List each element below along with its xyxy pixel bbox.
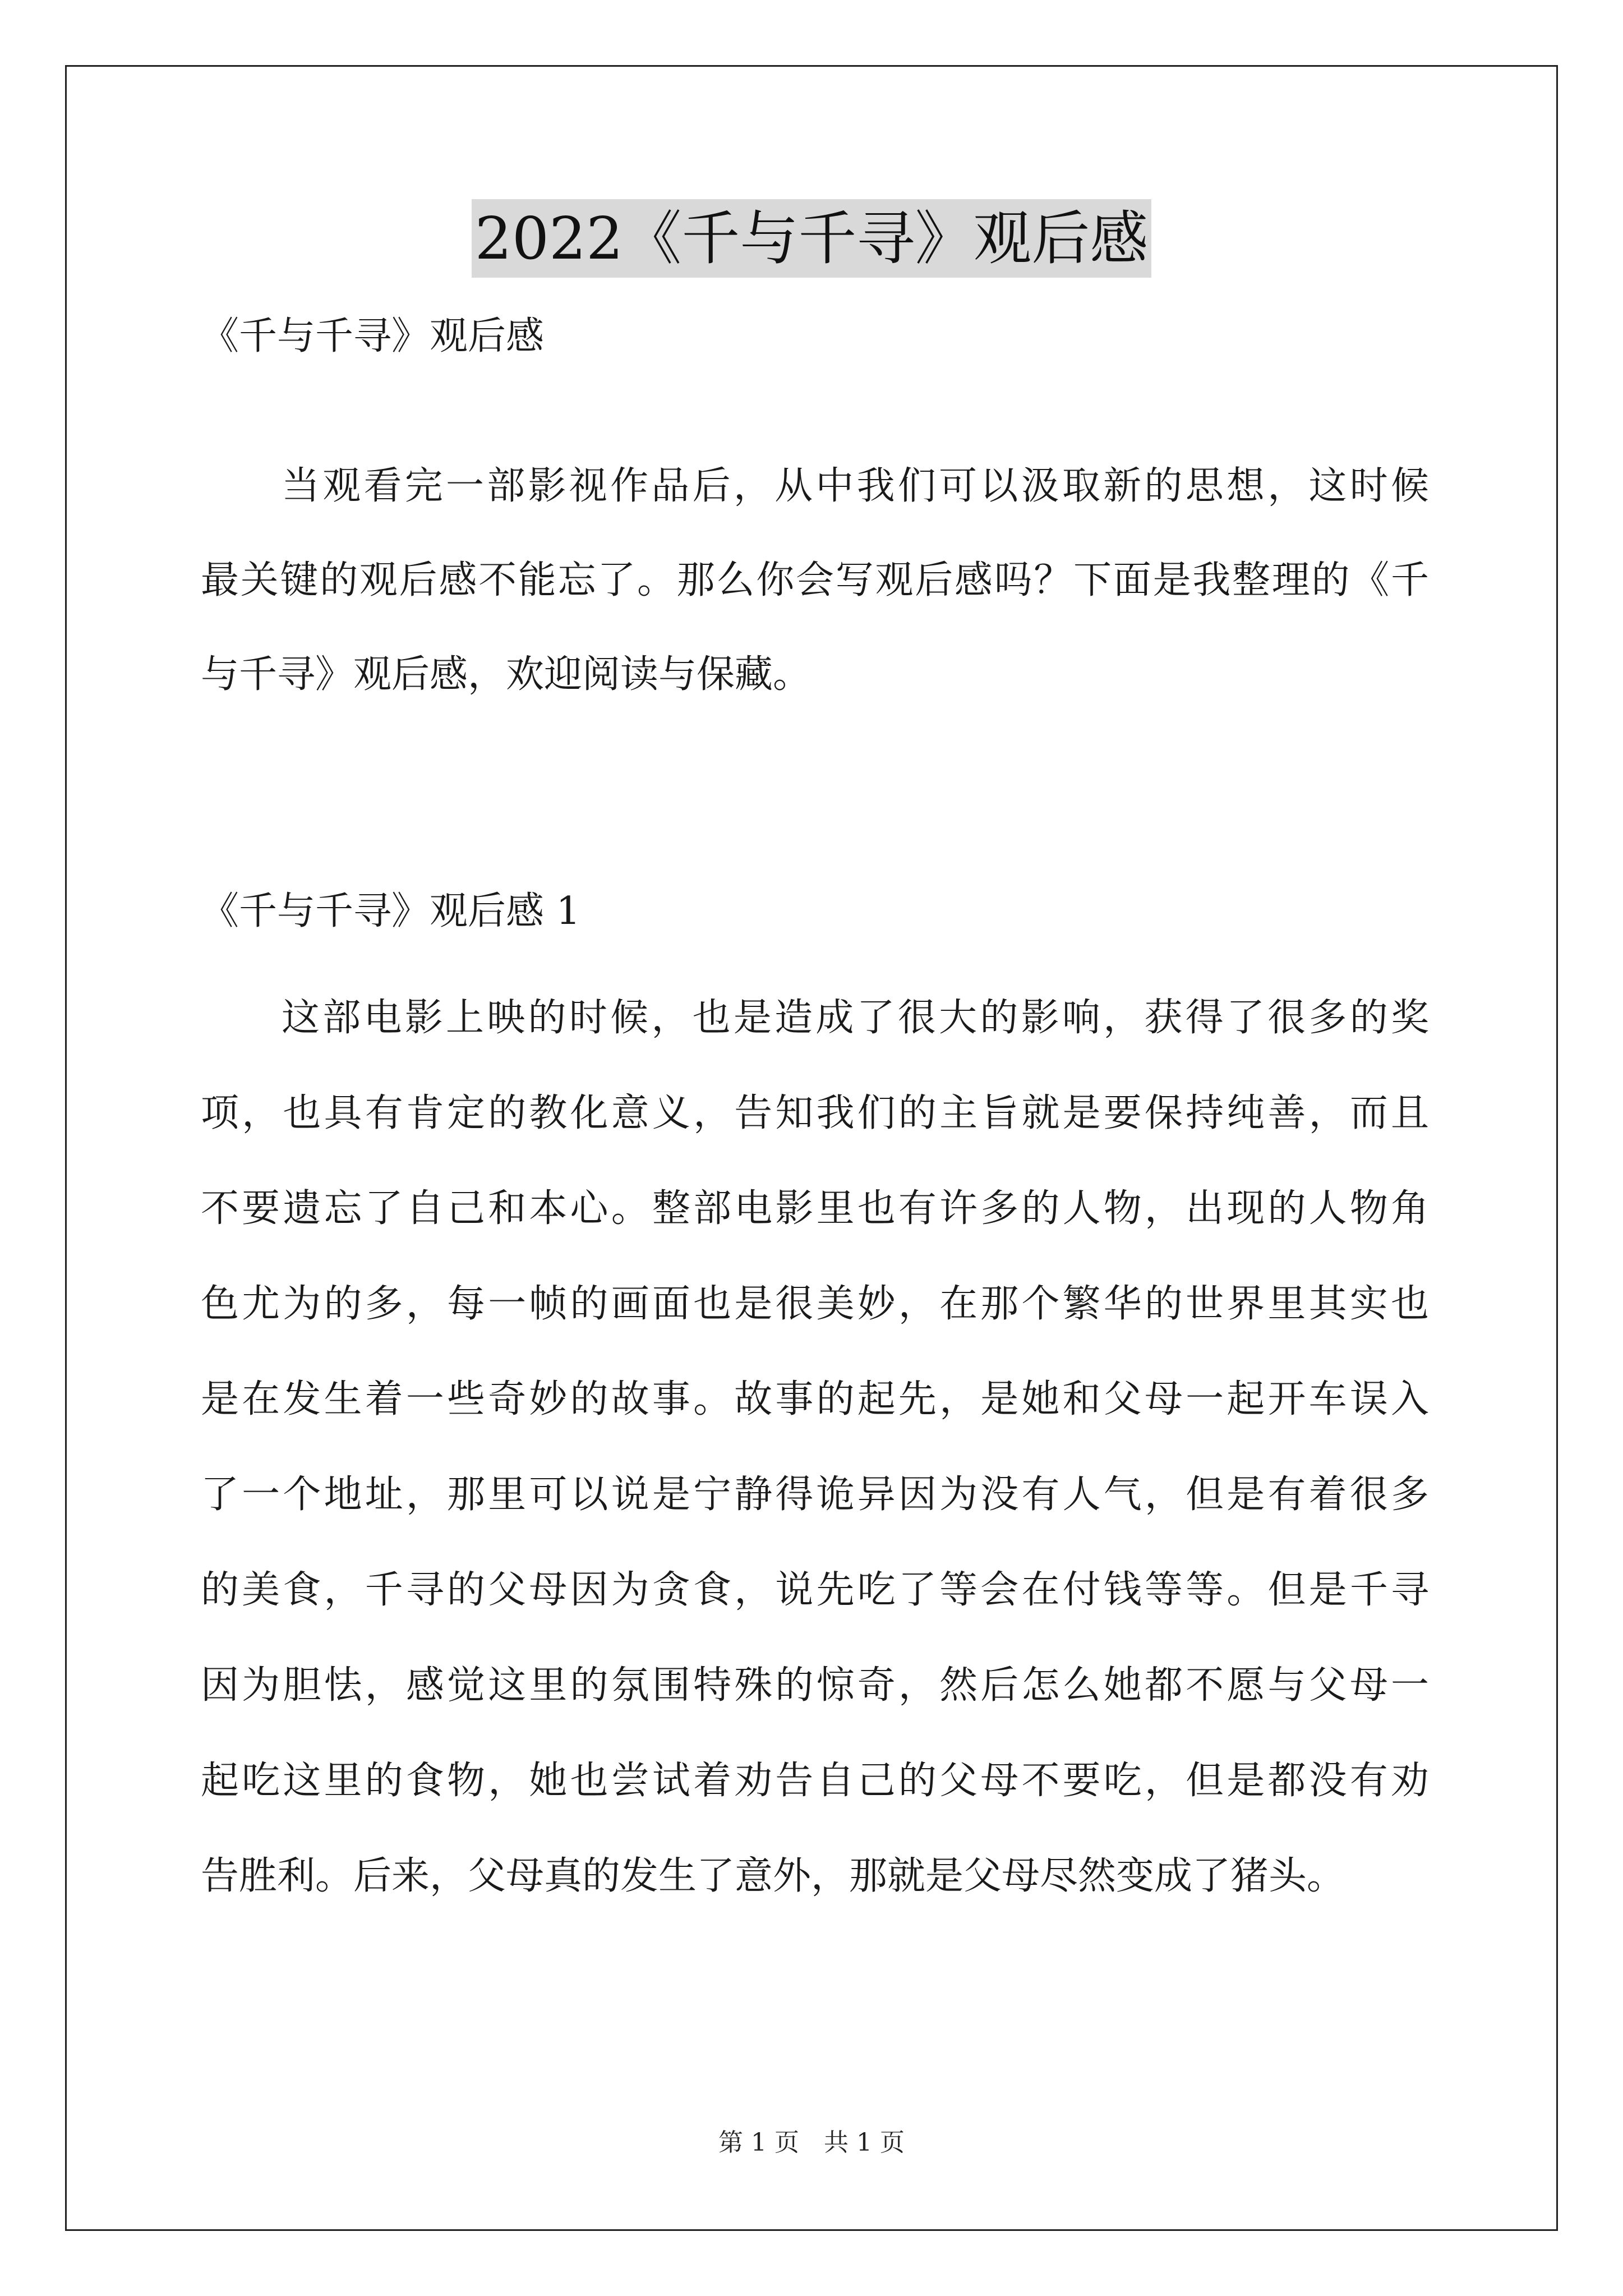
section1-heading: 《千与千寻》观后感 1 bbox=[201, 889, 580, 933]
section1-line: 这部电影上映的时候，也是造成了很大的影响，获得了很多的奖 bbox=[282, 996, 1429, 1040]
section1-line: 是在发生着一些奇妙的故事。故事的起先，是她和父母一起开车误入 bbox=[201, 1377, 1429, 1421]
section1-line: 了一个地址，那里可以说是宁静得诡异因为没有人气，但是有着很多 bbox=[201, 1473, 1429, 1517]
section1-line: 色尤为的多，每一帧的画面也是很美妙，在那个繁华的世界里其实也 bbox=[201, 1282, 1429, 1326]
page-border bbox=[65, 65, 1558, 2231]
document-title: 2022《千与千寻》观后感 bbox=[472, 199, 1152, 278]
page-footer: 第 1 页 共 1 页 bbox=[718, 2128, 905, 2157]
intro-heading: 《千与千寻》观后感 bbox=[201, 314, 545, 358]
section1-line: 因为胆怯，感觉这里的氛围特殊的惊奇，然后怎么她都不愿与父母一 bbox=[201, 1663, 1429, 1708]
intro-line: 最关键的观后感不能忘了。那么你会写观后感吗？下面是我整理的《千 bbox=[201, 558, 1429, 602]
intro-line: 与千寻》观后感，欢迎阅读与保藏。 bbox=[201, 652, 811, 697]
section1-line: 不要遗忘了自己和本心。整部电影里也有许多的人物，出现的人物角 bbox=[201, 1186, 1429, 1231]
section1-line: 起吃这里的食物，她也尝试着劝告自己的父母不要吃，但是都没有劝 bbox=[201, 1759, 1429, 1803]
section1-line: 项，也具有肯定的教化意义，告知我们的主旨就是要保持纯善，而且 bbox=[201, 1091, 1429, 1135]
section1-line: 告胜利。后来，父母真的发生了意外，那就是父母尽然变成了猪头。 bbox=[201, 1854, 1345, 1898]
intro-line: 当观看完一部影视作品后，从中我们可以汲取新的思想，这时候 bbox=[282, 464, 1429, 508]
title-container bbox=[0, 199, 1623, 278]
section1-line: 的美食，千寻的父母因为贪食，说先吃了等会在付钱等等。但是千寻 bbox=[201, 1568, 1429, 1612]
